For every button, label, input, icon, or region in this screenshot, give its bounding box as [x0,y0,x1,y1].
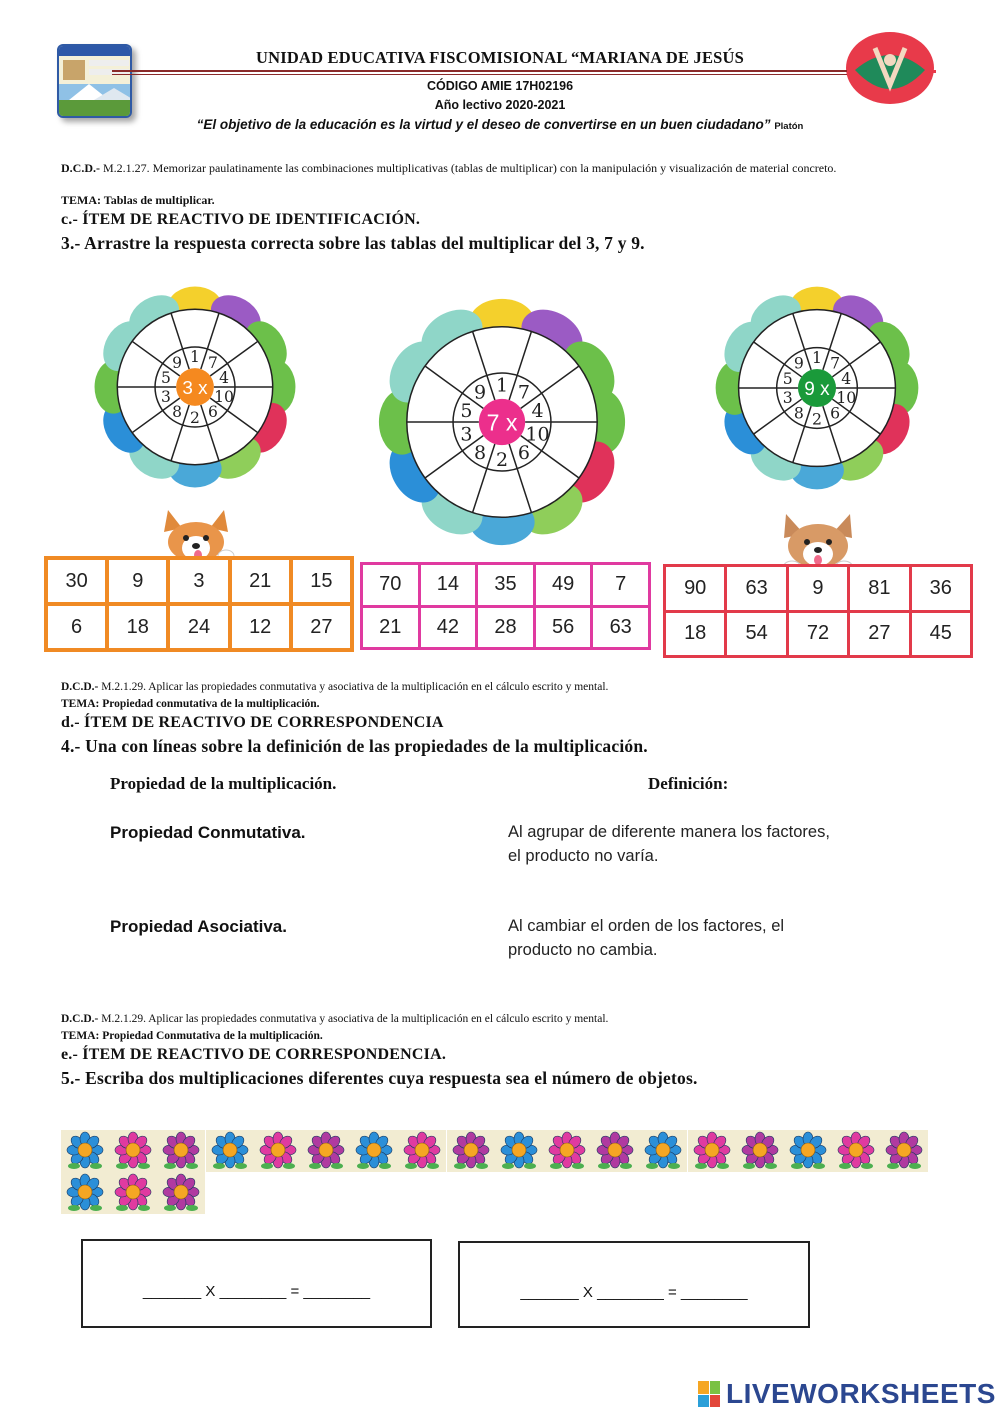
object-flower [206,1130,254,1172]
flower-number: 3 [460,423,473,446]
tema-label: TEMA: [61,193,101,207]
object-flower [350,1130,398,1172]
flower-number: 10 [836,388,857,408]
object-flower [880,1130,928,1172]
flower-number: 8 [473,442,487,465]
flower-number: 10 [525,423,550,446]
dcd-section5 [61,1012,941,1026]
object-flower [591,1130,639,1172]
answer-chip[interactable]: 18 [666,613,724,656]
flower-number: 1 [495,374,509,397]
answer-chip[interactable]: 24 [170,606,227,648]
answer-chip[interactable]: 21 [232,560,289,602]
definition-2-line1: Al cambiar el orden de los factores, el [508,917,785,935]
flower-number: 3 [161,387,171,406]
flower-number: 6 [207,403,218,422]
flower-number: 6 [517,442,531,465]
flower-number: 6 [830,403,841,423]
answer-chip[interactable]: 70 [363,565,418,605]
flower-number: 1 [812,347,822,367]
flower-number: 9 [473,381,487,404]
tema-section5 [61,1029,323,1043]
liveworksheets-logo [698,1378,996,1410]
flower-number: 2 [190,409,200,428]
object-flower [688,1130,736,1172]
object-flower [61,1172,109,1214]
answer-chip[interactable]: 14 [421,565,476,605]
flower-icon [350,1130,398,1172]
answer-box-2[interactable] [458,1241,810,1328]
definition-1-line1: Al agrupar de diferente manera los factores, [508,823,830,841]
flower-number: 1 [190,348,200,367]
answer-chip[interactable]: 12 [232,606,289,648]
flower-icon [206,1130,254,1172]
flower-center-label: 7 x [486,409,518,436]
answer-chip[interactable]: 81 [850,567,908,610]
dcd-text: Memorizar paulatinamente las combinaciones multiplicativas (tablas de multiplicar) con la manipulación y visualización de material concreto. [152,161,837,175]
flower-number: 5 [460,400,473,423]
property-commutative[interactable]: Propiedad Conmutativa. [110,823,306,842]
answer-chip[interactable]: 49 [536,565,591,605]
answer-chip[interactable]: 42 [421,608,476,648]
object-flower [495,1130,543,1172]
flower-number: 2 [495,449,509,472]
header-quote [0,117,1000,132]
answer-box-1[interactable] [81,1239,432,1328]
liveworksheets-mark-icon [698,1381,720,1407]
dcd-section4 [61,680,941,694]
answer-chip[interactable]: 18 [109,606,166,648]
flower-icon [302,1130,350,1172]
flower-icon [109,1130,157,1172]
dcd-code: M.2.1.29. [101,1013,146,1025]
object-flower [447,1130,495,1172]
dcd-code: M.2.1.27. [103,161,150,175]
flower-number: 2 [812,409,822,429]
flower-number: 7 [207,353,218,372]
answer-chip[interactable]: 21 [363,608,418,648]
question-3: 3.- Arrastre la respuesta correcta sobre las tablas del multiplicar del 3, 7 y 9. [61,233,645,253]
tema-text: Propiedad conmutativa de la multiplicación. [102,698,320,710]
property-associative[interactable]: Propiedad Asociativa. [110,917,287,936]
column-heading-definition: Definición: [648,774,729,793]
header-rule-thin [112,74,847,75]
flower-number: 4 [841,369,852,389]
dcd-code: M.2.1.29. [101,681,146,693]
quote-author: Platón [774,121,804,132]
flower-icon [784,1130,832,1172]
answer-chip[interactable]: 36 [912,567,970,610]
answer-chip[interactable]: 3 [170,560,227,602]
flower-icon [495,1130,543,1172]
flower-number: 8 [172,403,183,422]
flower-number: 3 [782,388,793,408]
answer-chip[interactable]: 54 [727,613,785,656]
column-heading-property: Propiedad de la multiplicación. [110,774,337,793]
object-flower [398,1130,446,1172]
flower-number: 5 [161,369,171,388]
flower-icon [61,1130,109,1172]
object-flower [832,1130,880,1172]
flower-icon [398,1130,446,1172]
answer-chip[interactable]: 90 [666,567,724,610]
object-flower [157,1130,205,1172]
definition-1[interactable] [508,820,830,868]
school-name: UNIDAD EDUCATIVA FISCOMISIONAL “MARIANA DE JESÚS [255,48,745,67]
object-flower [543,1130,591,1172]
object-flower [639,1130,687,1172]
flower-icon [880,1130,928,1172]
flower-center-label: 3 x [182,377,208,399]
object-flower [784,1130,832,1172]
dog-image [778,512,858,570]
header-rule [112,70,847,72]
flower-table-3 [84,276,306,498]
flower-icon [832,1130,880,1172]
answer-chip[interactable]: 63 [727,567,785,610]
answer-chip[interactable]: 27 [850,613,908,656]
flower-number: 4 [531,400,544,423]
flower-number: 5 [782,369,793,389]
flower-icon [109,1172,157,1214]
flower-icon [157,1130,205,1172]
answer-grid-table-3 [44,556,354,652]
flower-table-9 [705,276,929,500]
dcd-section3 [61,161,941,176]
flower-icon [736,1130,784,1172]
equation-blank-2[interactable]: _______ X ________ = ________ [520,1284,748,1301]
liveworksheets-brand: LIVEWORKSHEETS [726,1378,996,1409]
flower-number: 10 [214,387,234,406]
flower-icon [254,1130,302,1172]
object-flower [302,1130,350,1172]
quote-text: “El objetivo de la educación es la virtud y el deseo de convertirse en un buen ciudadano” [196,117,771,132]
answer-chip[interactable]: 63 [593,608,648,648]
definition-2-line2: producto no cambia. [508,941,658,959]
answer-grid-table-9 [663,564,973,658]
school-emblem-logo [845,30,940,106]
flower-number: 7 [830,353,841,373]
objects-to-count [61,1130,929,1216]
flower-icon [157,1172,205,1214]
question-5: 5.- Escriba dos multiplicaciones diferentes cuya respuesta sea el número de objetos. [61,1068,698,1088]
answer-chip[interactable]: 9 [109,560,166,602]
answer-chip[interactable]: 15 [293,560,350,602]
definition-1-line2: el producto no varía. [508,847,659,865]
object-flower [109,1130,157,1172]
flower-icon [543,1130,591,1172]
dcd-prefix: D.C.D.- [61,1013,99,1025]
answer-chip[interactable]: 35 [478,565,533,605]
tema-section4 [61,697,320,711]
answer-chip[interactable]: 28 [478,608,533,648]
tema-section3 [61,193,215,208]
dcd-prefix: D.C.D.- [61,681,99,693]
object-flower [157,1172,205,1214]
flower-table-7 [366,286,638,558]
dcd-text: Aplicar las propiedades conmutativa y asociativa de la multiplicación en el cálculo escrito y mental. [148,1013,609,1025]
answer-chip[interactable]: 30 [48,560,105,602]
answer-chip[interactable]: 7 [593,565,648,605]
object-flower [254,1130,302,1172]
tema-label: TEMA: [61,698,100,710]
flower-number: 7 [517,381,531,404]
tema-label: TEMA: [61,1030,100,1042]
object-flower [736,1130,784,1172]
flower-icon [447,1130,495,1172]
flower-icon [639,1130,687,1172]
tema-text: Tablas de multiplicar. [103,193,215,207]
object-flower [109,1172,157,1214]
item-heading-d: d.- ÍTEM DE REACTIVO DE CORRESPONDENCIA [61,714,444,731]
flower-icon [591,1130,639,1172]
tema-text: Propiedad Conmutativa de la multiplicación. [102,1030,323,1042]
answer-chip[interactable]: 6 [48,606,105,648]
object-flower [61,1130,109,1172]
equation-blank-1[interactable]: _______ X ________ = ________ [142,1283,371,1300]
flower-number: 9 [172,353,183,372]
answer-chip[interactable]: 27 [293,606,350,648]
flower-center-label: 9 x [804,379,830,401]
flower-number: 4 [219,369,229,388]
item-heading-c: c.- ÍTEM DE REACTIVO DE IDENTIFICACIÓN. [61,211,421,228]
amie-code: CÓDIGO AMIE 17H02196 [426,79,574,93]
answer-chip[interactable]: 45 [912,613,970,656]
flower-icon [61,1172,109,1214]
answer-chip[interactable]: 56 [536,608,591,648]
flower-number: 9 [793,353,804,373]
dcd-text: Aplicar las propiedades conmutativa y asociativa de la multiplicación en el cálculo escrito y mental. [148,681,609,693]
school-year: Año lectivo 2020-2021 [434,98,566,112]
answer-chip[interactable]: 9 [789,567,847,610]
definition-2[interactable] [508,914,784,962]
item-heading-e: e.- ÍTEM DE REACTIVO DE CORRESPONDENCIA. [61,1046,447,1063]
flower-icon [688,1130,736,1172]
answer-chip[interactable]: 72 [789,613,847,656]
dcd-prefix: D.C.D.- [61,161,100,175]
flower-number: 8 [793,403,804,423]
question-4: 4.- Una con líneas sobre la definición de las propiedades de la multiplicación. [61,736,648,756]
answer-grid-table-7 [360,562,651,650]
